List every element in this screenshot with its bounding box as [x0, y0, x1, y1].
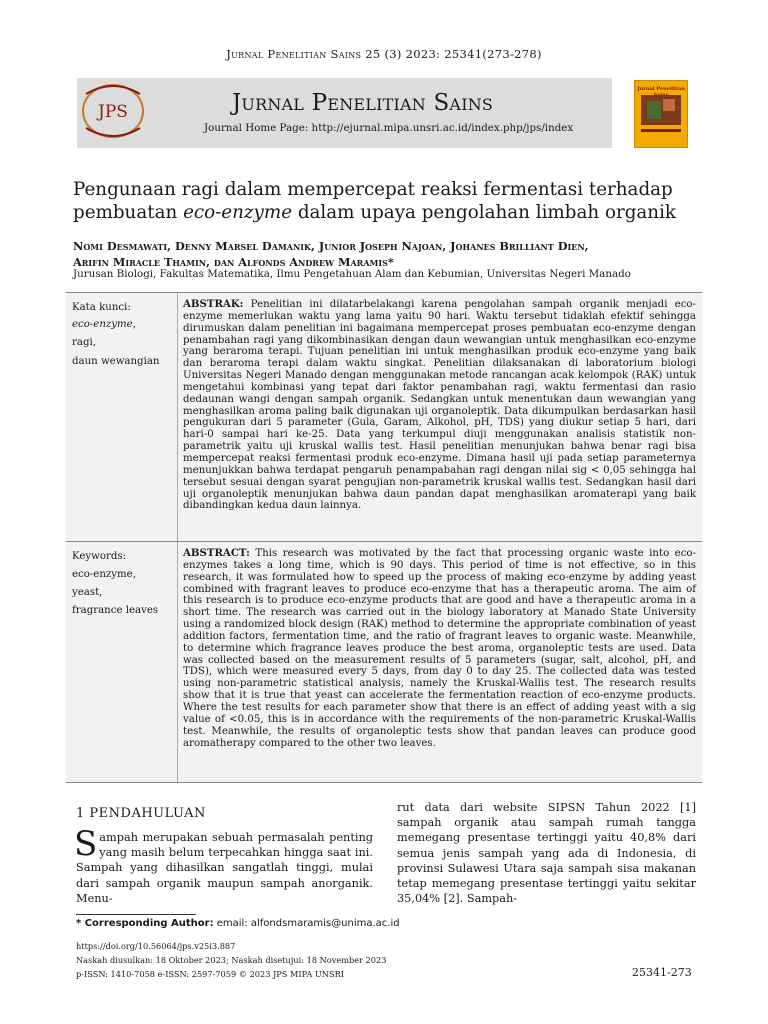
title-line-1: Pengunaan ragi dalam mempercepat reaksi fermentasi terhadap: [73, 179, 673, 200]
authors: [73, 238, 713, 270]
keyword: fragrance leaves: [72, 605, 159, 616]
footnote-rule: [76, 914, 196, 915]
corresponding-author: * Corresponding Author: email: alfondsmaramis@unima.ac.id: [76, 918, 400, 929]
journal-cover-image: [634, 80, 688, 148]
affiliation: Jurusan Biologi, Fakultas Matematika, Ilmu Pengetahuan Alam dan Kebumian, Universitas Negeri Manado: [73, 268, 631, 280]
keyword: daun wewangian: [72, 356, 160, 367]
author-email[interactable]: email: alfondsmaramis@unima.ac.id: [213, 918, 400, 929]
running-head: Jurnal Penelitian Sains 25 (3) 2023: 25341(273-278): [226, 47, 542, 61]
section-heading: 1 PENDAHULUAN: [76, 806, 206, 821]
logo-text: JPS: [98, 102, 128, 122]
jps-logo: [78, 82, 148, 140]
keywords: [72, 548, 182, 620]
kata-kunci: [72, 299, 182, 370]
keywords-title: Keywords:: [72, 551, 127, 562]
abstract-text: ABSTRACT: This research was motivated by the fact that processing organic waste into eco-enzymes takes a long time, which is 90 days. This period of time is not effective, so in this research, it was formulated how to speed up the process of making eco-enzyme by adding yeast combined with fragrant leaves to produce eco-enzyme that has a therapeutic aroma. The aim of this research is to produce eco-enzyme products that are good and have a therapeutic aroma in a short time. The research was carried out in the biology laboratory at Manado State University using a randomized block design (RAK) method to determine the appropriate combination of yeast addition factors, fermentation time, and the ratio of fragrant leaves to organic waste. Meanwhile, to determine which fragrance leaves produce the best aroma, organoleptic tests are used. Data was collected based on the measurement results of 5 parameters (sugar, salt, alcohol, pH, and TDS), which were measured every 5 days, from day 0 to day 25. The collected data was tested using non-parametric statistical analysis, namely the Kruskal-Wallis test. The research results show that it is true that yeast can accelerate the fermentation reaction of eco-enzyme products. Where the test results for each parameter show that there is an effect of adding yeast with a sig value of <0.05, this is in accordance with the requirements of the non-parametric Kruskal-Wallis test. Meanwhile, the results of organoleptic tests show that pandan leaves can produce good aromatherapy compared to the other two leaves.: [183, 547, 696, 749]
journal-name: Jurnal Penelitian Sains: [232, 90, 494, 116]
authors-line-2: Arifin Miracle Thamin, dan Alfonds Andrew Maramis*: [73, 255, 394, 269]
drop-cap: S: [74, 824, 98, 864]
abstrak-box: [66, 292, 702, 542]
abstrak-text: ABSTRAK: Penelitian ini dilatarbelakangi karena pengolahan sampah organik menjadi eco-enzyme memerlukan waktu yang lama yaitu 90 hari. Waktu tersebut tidaklah efektif sehingga dirumuskan dalam penelitian ini bagaimana mempercepat proses pembuatan eco-enzyme dengan penambahan ragi yang dikombinasikan dengan daun wewangian untuk menghasilkan eco-enzyme yang beraroma terapi. Tujuan penelitian ini untuk menghasilkan produk eco-enzyme yang baik dan beraroma terapi dalam waktu singkat. Penelitian dilaksanakan di laboratorium biologi Universitas Negeri Manado dengan menggunakan metode rancangan acak kelompok (RAK) untuk mengetahui kombinasi yang tepat dari faktor penambahan ragi, waktu fermentasi dan rasio dedaunan wangi dengan sampah organik. Sedangkan untuk menentukan daun wewangian yang menghasilkan aroma paling baik digunakan uji organoleptik. Data dikumpulkan berdasarkan hasil pengukuran dari 5 parameter (Gula, Garam, Alkohol, pH, TDS) yang diukur setiap 5 hari, dari hari-0 sampai hari ke-25. Data yang terkumpul diuji menggunakan analisis statistik non-parametrik yaitu uji kruskal wallis test. Hasil penelitian menunjukan bahwa benar ragi bisa mempercepat reaksi fermentasi produk eco-enzyme. Dimana hasil uji pada setiap parameternya menunjukkan bahwa terdapat pengaruh penampabahan ragi dengan nilai sig < 0,05 sehingga hal tersebut sesuai dengan syarat pengujian non-parametrik kruskal wallis test. Sedangkan hasil dari uji organoleptik menunjukan bahwa daun pandan dapat menghasilkan aromaterapi yang baik dibandingkan kedua daun lainnya.: [183, 298, 696, 512]
keyword: eco-enzyme,: [72, 569, 136, 580]
cover-title: Jurnal Penelitian: [637, 86, 685, 92]
keyword: yeast,: [72, 587, 103, 598]
journal-homepage[interactable]: Journal Home Page: http://ejurnal.mipa.unsri.ac.id/index.php/jps/index: [204, 122, 574, 134]
doi-link[interactable]: https://doi.org/10.56064/jps.v25i3.887: [76, 941, 236, 951]
authors-line-1: Nomi Desmawati, Denny Marsel Damanik, Junior Joseph Najoan, Johanes Brilliant Dien,: [73, 239, 589, 253]
keyword: ragi,: [72, 337, 96, 348]
article-title: [73, 178, 693, 224]
abstract-box: [66, 541, 702, 783]
body-column-left: [74, 824, 373, 906]
title-line-2: pembuatan eco-enzyme dalam upaya pengolahan limbah organik: [73, 202, 677, 223]
keyword: eco-enzyme,: [72, 319, 136, 330]
issn-info: p-ISSN: 1410-7058 e-ISSN: 2597-7059 © 2023 JPS MIPA UNSRI: [76, 969, 344, 979]
page-number: 25341-273: [632, 966, 692, 979]
body-column-right: rut data dari website SIPSN Tahun 2022 [1] sampah organik atau sampah rumah tangga memegang presentase tertinggi yaitu 40,8% dari semua jenis sampah yang ada di Indonesia, di provinsi Sulawesi Utara saja sampah sisa makanan tetap memegang presentase tertinggi yaitu sekitar 35,04% [2]. Sampah-: [397, 801, 696, 906]
submission-dates: Naskah diusulkan: 18 Oktober 2023; Naskah disetujui: 18 November 2023: [76, 955, 387, 965]
kata-kunci-title: Kata kunci:: [72, 302, 131, 313]
body-text: ampah merupakan sebuah permasalah penting yang masih belum terpecahkan hingga saat ini. Sampah yang dihasilkan sangatlah tinggi, mulai dari sampah organik maupun sampah anorganik. Menu-: [76, 831, 373, 905]
